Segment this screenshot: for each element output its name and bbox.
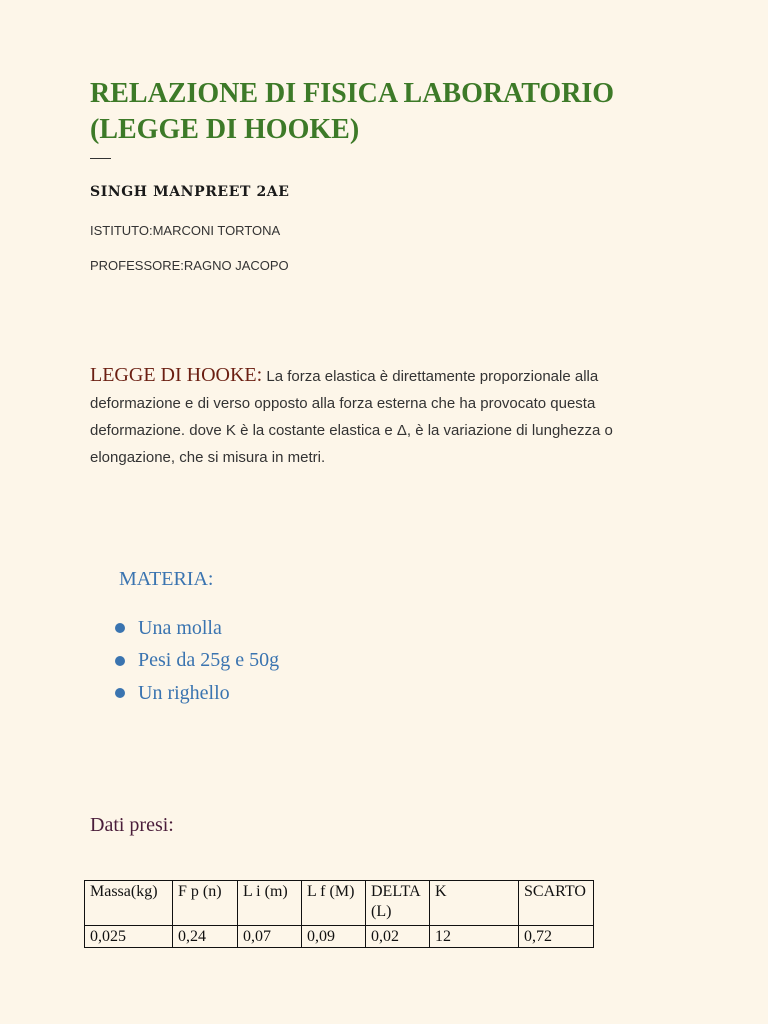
title-divider (90, 158, 111, 159)
table-header-cell: F p (n) (173, 881, 238, 926)
list-item (112, 612, 279, 645)
materia-heading: MATERIA: (119, 568, 214, 590)
author-name: SINGH MANPREET 2AE (90, 184, 290, 200)
dati-heading: Dati presi: (90, 814, 174, 836)
bullet-icon (115, 623, 125, 633)
table-header-cell: SCARTO (519, 881, 594, 926)
list-item (112, 677, 279, 710)
professor-line: PROFESSORE:RAGNO JACOPO (90, 258, 289, 273)
table-row (85, 926, 594, 948)
table-cell: 0,72 (519, 926, 594, 948)
table-header-row (85, 881, 594, 926)
table-header-cell: L i (m) (238, 881, 302, 926)
table-cell: 0,02 (366, 926, 430, 948)
list-item-label: Pesi da 25g e 50g (138, 649, 280, 672)
list-item-label: Un righello (138, 681, 230, 704)
table-header-cell: L f (M) (302, 881, 366, 926)
table-header-cell: DELTA (L) (366, 881, 430, 926)
hooke-label: LEGGE DI HOOKE: (90, 364, 263, 386)
table-cell: 0,24 (173, 926, 238, 948)
table-cell: 0,025 (85, 926, 173, 948)
materials-list (112, 612, 279, 710)
table-cell: 0,07 (238, 926, 302, 948)
data-table (84, 880, 594, 948)
table-header-cell: K (430, 881, 519, 926)
table-header-cell: Massa(kg) (85, 881, 173, 926)
document-title: RELAZIONE DI FISICA LABORATORIO (LEGGE DI HOOKE) (90, 78, 615, 145)
hooke-text: La forza elastica è direttamente proporzionale alla deformazione e di verso opposto alla forza esterna che ha provocato questa deformazione. dove K è la costante elastica e Δ, è la variazione di lunghezza o elongazione, che si misura in metri. (90, 368, 613, 466)
list-item (112, 645, 279, 678)
school-line: ISTITUTO:MARCONI TORTONA (90, 223, 281, 238)
table-cell: 0,09 (302, 926, 366, 948)
list-item-label: Una molla (138, 616, 222, 639)
bullet-icon (115, 688, 125, 698)
hooke-paragraph (90, 362, 670, 471)
table-cell: 12 (430, 926, 519, 948)
bullet-icon (115, 656, 125, 666)
